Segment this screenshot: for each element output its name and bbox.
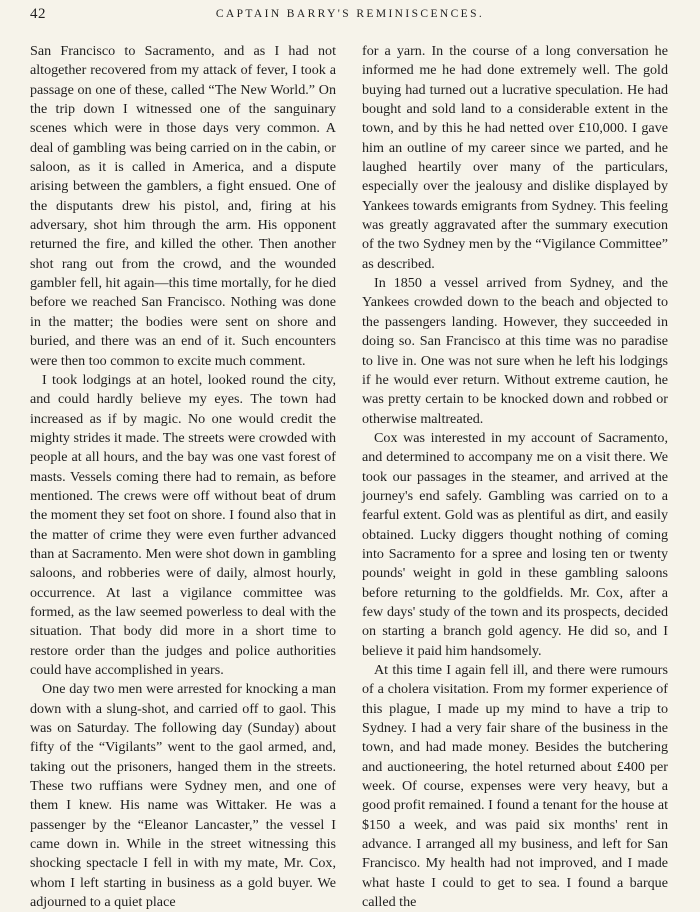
paragraph: Cox was interested in my account of Sacramento, and determined to accompany me on a visit there. We took our passages in the steamer, and arrived at the journey's end safely. Gambling was carried on to a fearful extent. Gold was as plentiful as dirt, and easily obtained. Lucky diggers thought nothing of coming into Sacramento for a spree and losing ten or twenty pounds' weight in gold in these gambling saloons before returning to the goldfields. Mr. Cox, after a few days' study of the town and its prospects, decided on starting a branch gold agency. He did so, and I believe it paid him handsomely. (362, 429, 668, 659)
page-number: 42 (30, 6, 46, 22)
paragraph: San Francisco to Sacramento, and as I had not altogether recovered from my attack of fever, I took a passage on one of these, called “The New World.” On the trip down I witnessed one of the sanguinary scenes which were in those days very common. A deal of gambling was being carried on in the cabin, or saloon, as it is called in America, and a dispute arising between the gamblers, a fight ensued. One of the disputants drew his pistol, and, firing at his adversary, shot him through the arm. His opponent returned the fire, and killed the other. Then another shot rang out from the crowd, and the wounded gambler fell, hit again—this time mortally, for he died before we reached San Francisco. Nothing was done in the matter; the bodies were sent on shore and buried, and there was an end of it. Such encounters were then too common to excite much comment. (30, 43, 336, 369)
paragraph: I took lodgings at an hotel, looked round the city, and could hardly believe my eyes. The town had increased as if by magic. No one would credit the mighty strides it made. The streets were crowded with people at all hours, and the bay was one vast forest of masts. Vessels coming there had to remain, as before mentioned. The crews were off without beat of drum the moment they set foot on shore. I found also that in the matter of crime they were even further advanced than at Sacramento. Men were shot down in gambling saloons, and robberies were of daily, almost hourly, occurrence. At last a vigilance committee was formed, as the law seemed powerless to deal with the situation. That body did more in a short time to restore order than the judges and police authorities could have accomplished in years. (30, 371, 336, 678)
running-title: CAPTAIN BARRY'S REMINISCENCES. (215, 8, 485, 20)
left-column (30, 42, 336, 912)
right-column (362, 42, 668, 912)
page-header (30, 4, 670, 28)
paragraph: In 1850 a vessel arrived from Sydney, and the Yankees crowded down to the beach and objected to the passengers landing. However, they succeeded in doing so. San Francisco at this time was no paradise to live in. One was not sure when he left his lodgings if he would ever return. Without extreme caution, he was pretty certain to be knocked down and robbed or otherwise maltreated. (362, 275, 668, 427)
paragraph: for a yarn. In the course of a long conversation he informed me he had done extremely well. The gold buying had turned out a lucrative speculation. He had bought and sold land to a considerable extent in the town, and by this he had netted over £10,000. I gave him an outline of my career since we parted, and he laughed heartily over many of the particulars, especially over the jealousy and dislike displayed by Yankees towards emigrants from Sydney. This feeling was greatly aggravated after the summary execution of the two Sydney men by the “Vigilance Committee” as described. (362, 43, 668, 272)
paragraph: At this time I again fell ill, and there were rumours of a cholera visitation. From my former experience of this plague, I made up my mind to have a trip to Sydney. I had a very fair share of the business in the town, and had made money. Besides the butchering and auctioneering, the hotel returned about £400 per week. Of course, expenses were very heavy, but a good profit remained. I found a tenant for the house at $150 a week, and was paid six months' rent in advance. I arranged all my business, and left for San Francisco. My health had not improved, and I made what haste I could to get to sea. I found a barque called the (362, 662, 668, 911)
paragraph: One day two men were arrested for knocking a man down with a slung-shot, and carried off to gaol. This was on Saturday. The following day (Sunday) about fifty of the “Vigilants” went to the gaol armed, and, taking out the prisoners, hanged them in the streets. These two ruffians were Sydney men, and one of them I knew. His name was Wittaker. He was a passenger by the “Eleanor Lancaster,” the vessel I came down in. While in the street witnessing this shocking spectacle I fell in with my mate, Mr. Cox, whom I left starting in business as a gold buyer. We adjourned to a quiet place (30, 681, 336, 911)
